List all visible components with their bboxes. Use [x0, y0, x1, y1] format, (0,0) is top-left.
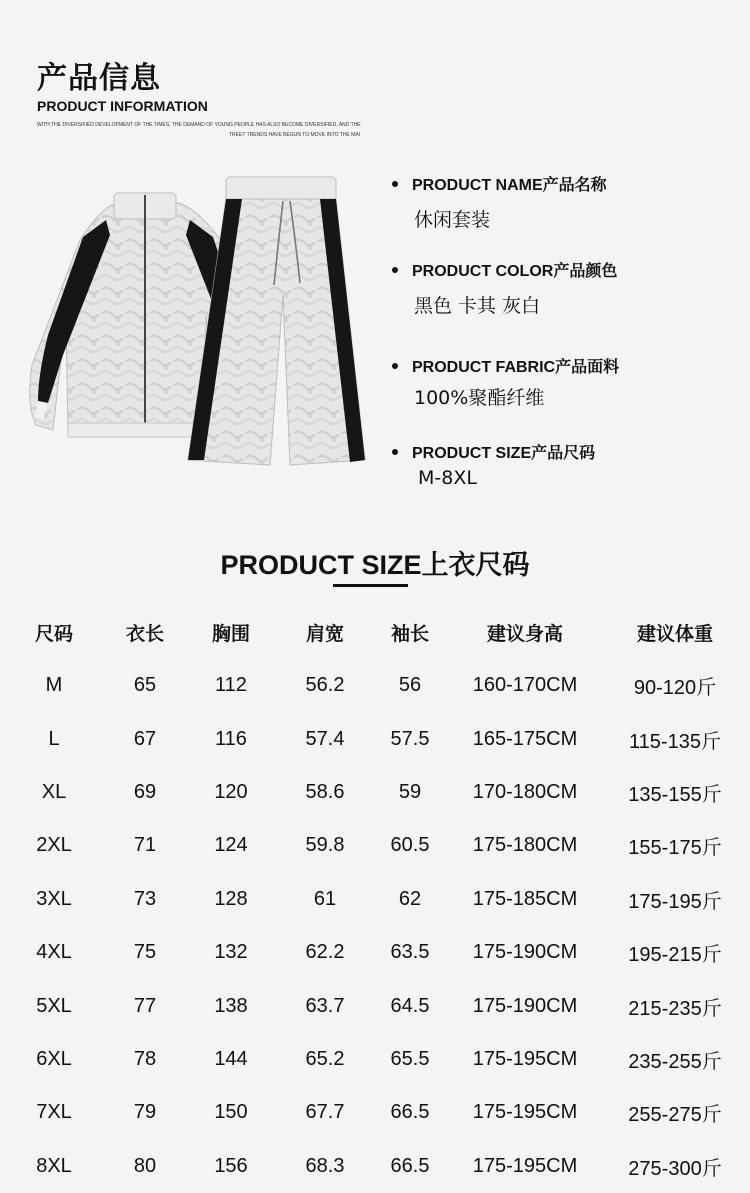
table-cell: 73 [133, 887, 157, 910]
table-cell: 64.5 [390, 994, 430, 1017]
table-row [10, 659, 740, 712]
tagline [37, 120, 737, 140]
table-row [10, 766, 740, 819]
table-cell: 132 [214, 941, 248, 964]
table-cell: 67 [133, 727, 157, 750]
table-cell: 4XL [36, 941, 72, 964]
table-cell: M [45, 674, 63, 697]
column-header: 尺码 [34, 622, 73, 645]
table-cell: 57.4 [305, 727, 345, 750]
table-cell: 135-155斤 [628, 783, 722, 806]
name-label: PRODUCT NAME产品名称 [412, 177, 607, 194]
table-cell: 77 [133, 994, 157, 1017]
table-body [10, 659, 740, 1193]
table-cell: 235-255斤 [628, 1050, 722, 1073]
tagline-line-2: TREET TRENDS HAVE BEGUN TO MOVE INTO THE MAI [229, 132, 361, 138]
table-cell: 144 [214, 1047, 248, 1070]
table-cell: 175-195CM [472, 1047, 578, 1070]
table-cell: 116 [215, 727, 247, 750]
table-cell: 175-190CM [472, 994, 578, 1017]
table-cell: 138 [214, 994, 248, 1017]
table-cell: 78 [133, 1047, 157, 1070]
info-color [392, 258, 617, 318]
table-cell: 65 [133, 674, 157, 697]
pants-graphic [188, 177, 365, 465]
title-underline [333, 584, 408, 587]
table-cell: 112 [215, 674, 247, 697]
info-fabric [392, 354, 619, 410]
table-cell: 59 [398, 780, 422, 803]
table-cell: 170-180CM [472, 780, 578, 803]
header [37, 62, 737, 140]
table-cell: 63.7 [305, 994, 345, 1017]
table-cell: 128 [214, 887, 248, 910]
fabric-label: PRODUCT FABRIC产品面料 [412, 359, 620, 376]
size-value: M-8XL [418, 467, 477, 489]
column-header: 衣长 [125, 622, 164, 645]
table-cell: 8XL [36, 1154, 72, 1177]
column-header: 袖长 [390, 622, 429, 645]
table-cell: 175-195CM [472, 1154, 578, 1177]
bullet-icon [392, 449, 398, 455]
fabric-value: 100%聚酯纤维 [414, 387, 545, 409]
table-cell: 66.5 [390, 1154, 430, 1177]
table-cell: 160-170CM [472, 674, 578, 697]
table-cell: 255-275斤 [628, 1104, 722, 1127]
table-cell: 65.5 [390, 1047, 430, 1070]
size-label: PRODUCT SIZE产品尺码 [412, 445, 596, 462]
table-row [10, 1086, 740, 1139]
table-cell: 2XL [36, 834, 72, 857]
table-cell: 65.2 [305, 1047, 345, 1070]
tagline-line-1: WITH THE DIVERSIFIED DEVELOPMENT OF THE TIMES, THE DEMAND OF YOUNG PEOPLE HAS ALSO BECOME DIVERSIFIED, AND THE [37, 122, 361, 128]
table-cell: 124 [214, 834, 248, 857]
table-cell: 75 [133, 941, 157, 964]
table-cell: 156 [214, 1154, 248, 1177]
info-size [392, 440, 595, 489]
table-cell: 68.3 [305, 1154, 345, 1177]
table-cell: 62.2 [305, 941, 345, 964]
page-subtitle: PRODUCT INFORMATION [37, 98, 208, 114]
color-value: 黑色 卡其 灰白 [414, 295, 541, 317]
bullet-icon [392, 267, 398, 273]
table-cell: 175-190CM [472, 941, 578, 964]
table-cell: 275-300斤 [628, 1157, 722, 1180]
table-cell: 165-175CM [472, 727, 578, 750]
table-cell: 120 [214, 780, 248, 803]
name-value: 休闲套装 [414, 209, 491, 231]
table-cell: 58.6 [305, 780, 345, 803]
table-cell: 67.7 [305, 1101, 345, 1124]
table-cell: XL [41, 780, 67, 803]
table-cell: 62 [398, 887, 422, 910]
size-table [10, 605, 740, 1193]
table-cell: 57.5 [390, 727, 430, 750]
table-cell: L [48, 727, 60, 750]
table-cell: 63.5 [390, 941, 430, 964]
table-cell: 195-215斤 [628, 944, 722, 967]
table-row [10, 873, 740, 926]
table-cell: 175-195CM [472, 1101, 578, 1124]
table-cell: 61 [313, 887, 337, 910]
table-row [10, 1140, 740, 1193]
column-header: 建议身高 [486, 622, 563, 645]
column-header: 建议体重 [636, 622, 713, 645]
table-cell: 5XL [36, 994, 72, 1017]
table-cell: 59.8 [305, 834, 345, 857]
table-cell: 56.2 [305, 674, 345, 697]
table-cell: 79 [133, 1101, 157, 1124]
table-row [10, 926, 740, 979]
table-row [10, 712, 740, 765]
column-header: 胸围 [211, 622, 250, 645]
column-header: 肩宽 [305, 622, 344, 645]
table-cell: 80 [133, 1154, 157, 1177]
table-cell: 175-180CM [472, 834, 578, 857]
table-cell: 66.5 [390, 1101, 430, 1124]
table-cell: 69 [133, 780, 157, 803]
bullet-icon [392, 181, 398, 187]
table-cell: 60.5 [390, 834, 430, 857]
table-cell: 3XL [36, 887, 72, 910]
info-name [392, 172, 607, 232]
table-cell: 115-135斤 [629, 730, 721, 753]
table-cell: 175-185CM [472, 887, 578, 910]
table-cell: 175-195斤 [628, 890, 722, 913]
table-cell: 90-120斤 [633, 677, 717, 700]
table-cell: 155-175斤 [628, 837, 722, 860]
table-cell: 71 [133, 834, 157, 857]
table-row [10, 819, 740, 872]
table-row [10, 979, 740, 1032]
page-title: 产品信息 [37, 61, 161, 96]
table-cell: 6XL [36, 1047, 72, 1070]
table-cell: 7XL [36, 1101, 72, 1124]
table-cell: 150 [214, 1101, 248, 1124]
size-chart-title: PRODUCT SIZE上衣尺码 [220, 550, 530, 580]
table-cell: 215-235斤 [628, 997, 722, 1020]
product-image [28, 165, 373, 485]
table-header-row [10, 605, 740, 659]
color-label: PRODUCT COLOR产品颜色 [412, 263, 618, 280]
table-cell: 56 [398, 674, 422, 697]
bullet-icon [392, 363, 398, 369]
table-row [10, 1033, 740, 1086]
